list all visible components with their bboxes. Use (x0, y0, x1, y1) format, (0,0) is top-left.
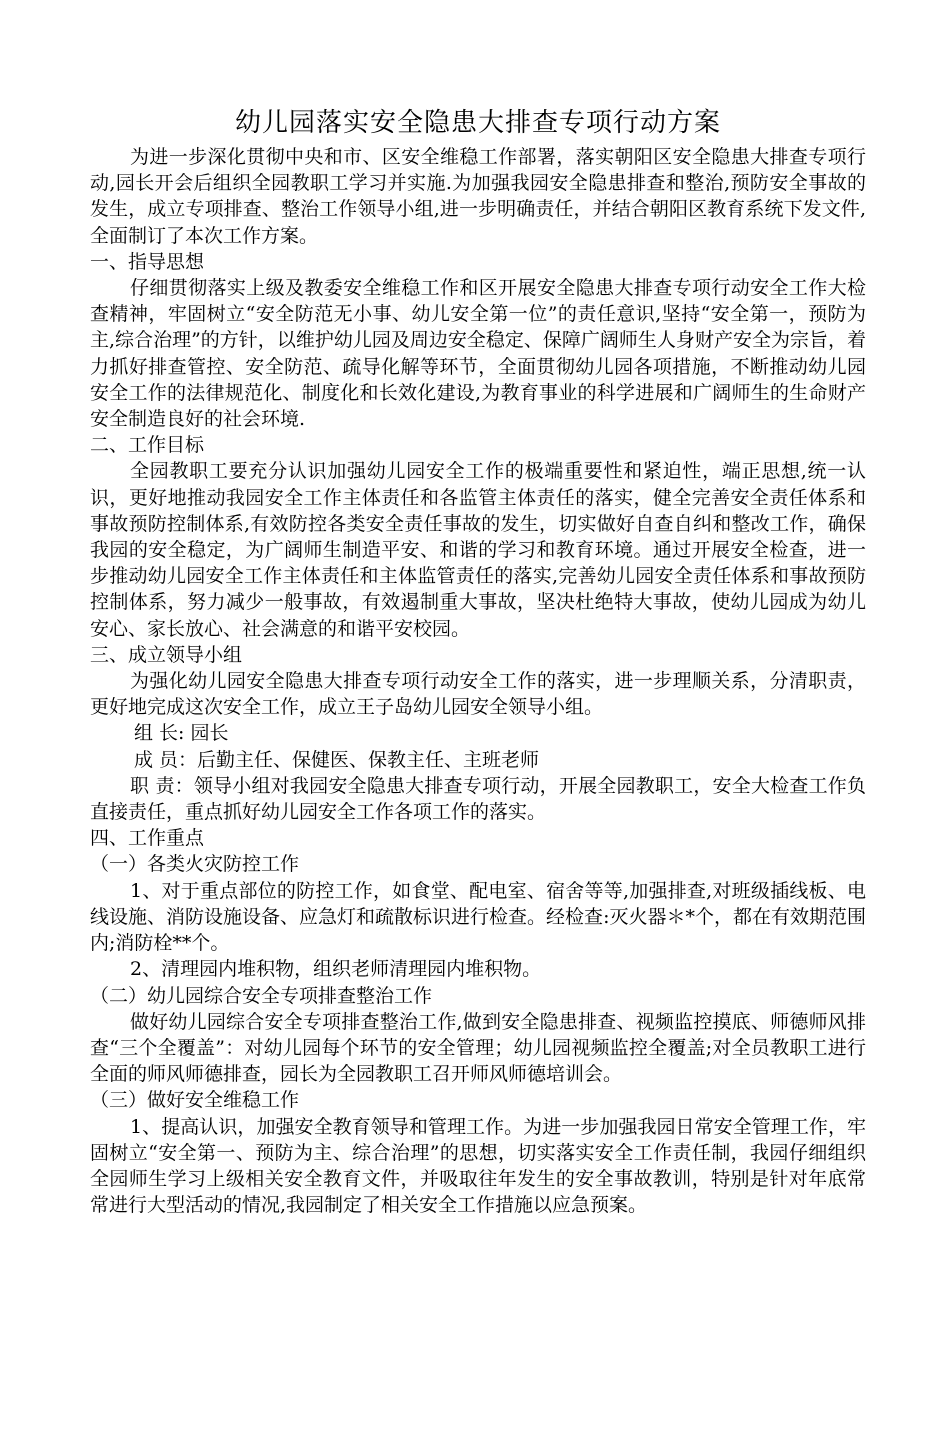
section-2-paragraph: 全园教职工要充分认识加强幼儿园安全工作的极端重要性和紧迫性，端正思想,统一认识，更好地推动我园安全工作主体责任和各监管主体责任的落实，健全完善安全责任体系和事故预防控制体系,有效防控各类安全责任事故的发生，切实做好自查自纠和整改工作，确保我园的安全稳定，为广阔师生制造平安、和谐的学习和教育环境。通过开展安全检查，进一步推动幼儿园安全工作主体责任和主体监管责任的落实,完善幼儿园安全责任体系和事故预防控制体系，努力减少一般事故，有效遏制重大事故，坚决杜绝特大事故，使幼儿园成为幼儿安心、家长放心、社会满意的和谐平安校园。 (90, 460, 866, 640)
section-heading-2: 二、工作目标 (90, 434, 205, 457)
section-heading-4: 四、工作重点 (90, 827, 205, 850)
section-heading-1: 一、指导思想 (90, 250, 205, 273)
section-1-paragraph: 仔细贯彻落实上级及教委安全维稳工作和区开展安全隐患大排查专项行动安全工作大检查精神，牢固树立“安全防范无小事、幼儿安全第一位”的责任意识,坚持“安全第一，预防为主,综合治理”的方针，以维护幼儿园及周边安全稳定、保障广阔师生人身财产安全为宗旨，着力抓好排查管控、安全防范、疏导化解等环节，全面贯彻幼儿园各项措施，不断推动幼儿园安全工作的法律规范化、制度化和长效化建设,为教育事业的科学进展和广阔师生的生命财产安全制造良好的社会环境. (90, 277, 866, 431)
subsection-4-1-item-2: 2、清理园内堆积物，组织老师清理园内堆积物。 (130, 958, 542, 981)
subsection-4-2-paragraph: 做好幼儿园综合安全专项排查整治工作,做到安全隐患排查、视频监控摸底、师德师风排查“三个全覆盖”：对幼儿园每个环节的安全管理；幼儿园视频监控全覆盖;对全员教职工进行全面的师风师德排查，园长为全园教职工召开师风师德培训会。 (90, 1010, 866, 1086)
subsection-heading-4-2: （二）幼儿园综合安全专项排查整治工作 (90, 984, 433, 1007)
leader-line: 组 长: 园长 (134, 722, 229, 745)
section-3-paragraph: 为强化幼儿园安全隐患大排查专项行动安全工作的落实，进一步理顺关系，分清职责，更好地完成这次安全工作，成立王子岛幼儿园安全领导小组。 (90, 670, 866, 719)
document-page (0, 106, 950, 1450)
section-heading-3: 三、成立领导小组 (90, 643, 243, 666)
intro-paragraph: 为进一步深化贯彻中央和市、区安全维稳工作部署，落实朝阳区安全隐患大排查专项行动,园长开会后组织全园教职工学习并实施.为加强我园安全隐患排查和整治,预防安全事故的发生，成立专项排查、整治工作领导小组,进一步明确责任，并结合朝阳区教育系统下发文件,全面制订了本次工作方案。 (90, 146, 866, 247)
subsection-heading-4-3: （三）做好安全维稳工作 (90, 1089, 300, 1112)
duty-paragraph: 职 责：领导小组对我园安全隐患大排查专项行动，开展全园教职工，安全大检查工作负直接责任，重点抓好幼儿园安全工作各项工作的落实。 (90, 774, 866, 824)
subsection-heading-4-1: （一）各类火灾防控工作 (90, 853, 300, 876)
document-title: 幼儿园落实安全隐患大排查专项行动方案 (234, 108, 721, 138)
subsection-4-3-item-1: 1、提高认识，加强安全教育领导和管理工作。为进一步加强我园日常安全管理工作，牢固树立“安全第一、预防为主、综合治理”的思想，切实落实安全工作责任制，我园仔细组织全园师生学习上级相关安全教育文件，并吸取往年发生的安全事故教训，特别是针对年底常常进行大型活动的情况,我园制定了相关安全工作措施以应急预案。 (90, 1115, 866, 1217)
subsection-4-1-item-1: 1、对于重点部位的防控工作，如食堂、配电室、宿舍等等,加强排查,对班级插线板、电线设施、消防设施设备、应急灯和疏散标识进行检查。经检查:灭火器＊*个，都在有效期范围内;消防栓**个。 (90, 879, 866, 955)
members-line: 成 员：后勤主任、保健医、保教主任、主班老师 (134, 748, 540, 771)
